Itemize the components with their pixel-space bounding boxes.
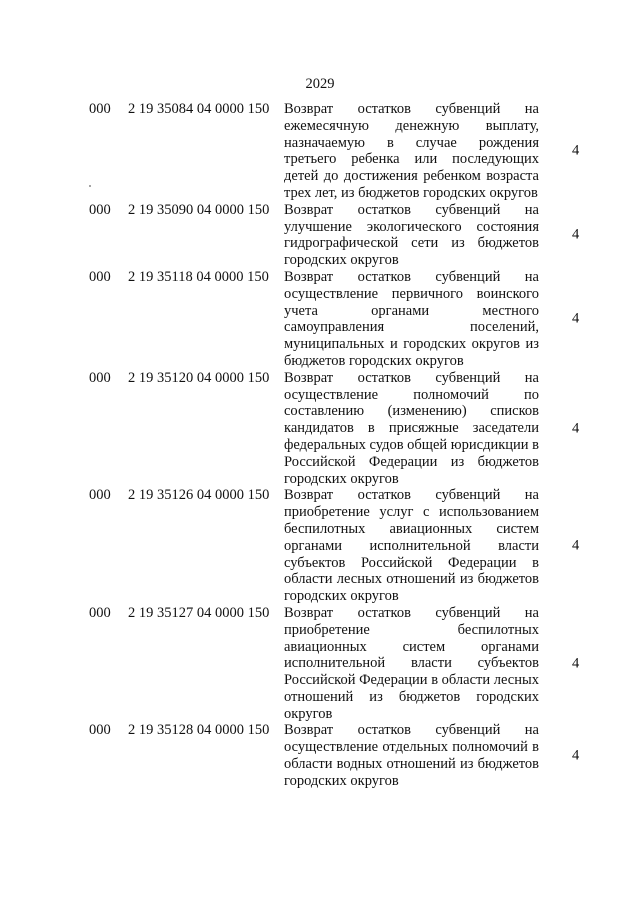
income-description: Возврат остатков субвенций на осуществление отдельных полномочий в области водных отношений из бюджетов городских округов xyxy=(284,722,539,789)
table-row xyxy=(0,605,640,723)
budget-classification-code: 2 19 35127 04 0000 150 xyxy=(128,604,270,621)
income-description: Возврат остатков субвенций на улучшение экологического состояния гидрографической сети из бюджетов городских округов xyxy=(284,201,539,269)
admin-code: 000 xyxy=(89,369,111,386)
income-description: Возврат остатков субвенций на приобретение услуг с использованием беспилотных авиационных систем органами исполнительной власти субъектов Российской Федерации в области лесных отношений из бюджетов городских округов xyxy=(284,487,539,605)
table-row xyxy=(0,487,640,605)
norm-value: 4 xyxy=(572,747,580,764)
norm-value: 4 xyxy=(572,420,580,437)
admin-code: 000 xyxy=(89,268,111,285)
budget-classification-code: 2 19 35090 04 0000 150 xyxy=(128,201,270,218)
table-row xyxy=(0,269,640,370)
budget-code-table xyxy=(0,101,640,790)
table-row xyxy=(0,101,640,202)
admin-code: 000 xyxy=(89,722,111,739)
page-number: 2029 xyxy=(305,76,335,92)
budget-classification-code: 2 19 35084 04 0000 150 xyxy=(128,101,270,117)
table-row xyxy=(0,722,640,789)
budget-classification-code: 2 19 35126 04 0000 150 xyxy=(128,487,270,504)
income-description: Возврат остатков субвенций на ежемесячную денежную выплату, назначаемую в случае рождения третьего ребенка или последующих детей до достижения ребенком возраста трех лет, из бюджетов городских округов xyxy=(284,101,539,201)
income-description: Возврат остатков субвенций на осуществление полномочий по составлению (изменению) списков кандидатов в присяжные заседатели федеральных судов общей юрисдикции в Российской Федерации из бюджетов городских округов xyxy=(284,369,539,487)
budget-classification-code: 2 19 35120 04 0000 150 xyxy=(128,369,270,386)
table-row xyxy=(0,370,640,488)
norm-value: 4 xyxy=(572,537,580,554)
income-description: Возврат остатков субвенций на осуществление первичного воинского учета органами местного самоуправления поселений, муниципальных и городских округов из бюджетов городских округов xyxy=(284,268,539,369)
norm-value: 4 xyxy=(572,142,580,159)
table-row xyxy=(0,202,640,269)
admin-code: 000 xyxy=(89,604,111,621)
norm-value: 4 xyxy=(572,310,580,327)
budget-classification-code: 2 19 35118 04 0000 150 xyxy=(128,268,269,285)
admin-code: 000 xyxy=(89,101,111,117)
budget-classification-code: 2 19 35128 04 0000 150 xyxy=(128,722,270,739)
norm-value: 4 xyxy=(572,226,580,243)
norm-value: 4 xyxy=(572,655,580,672)
admin-code: 000 xyxy=(89,201,111,218)
admin-code: 000 xyxy=(89,487,111,504)
income-description: Возврат остатков субвенций на приобретение беспилотных авиационных систем органами исполнительной власти субъектов Российской Федерации в области лесных отношений из бюджетов городских округов xyxy=(284,604,539,722)
